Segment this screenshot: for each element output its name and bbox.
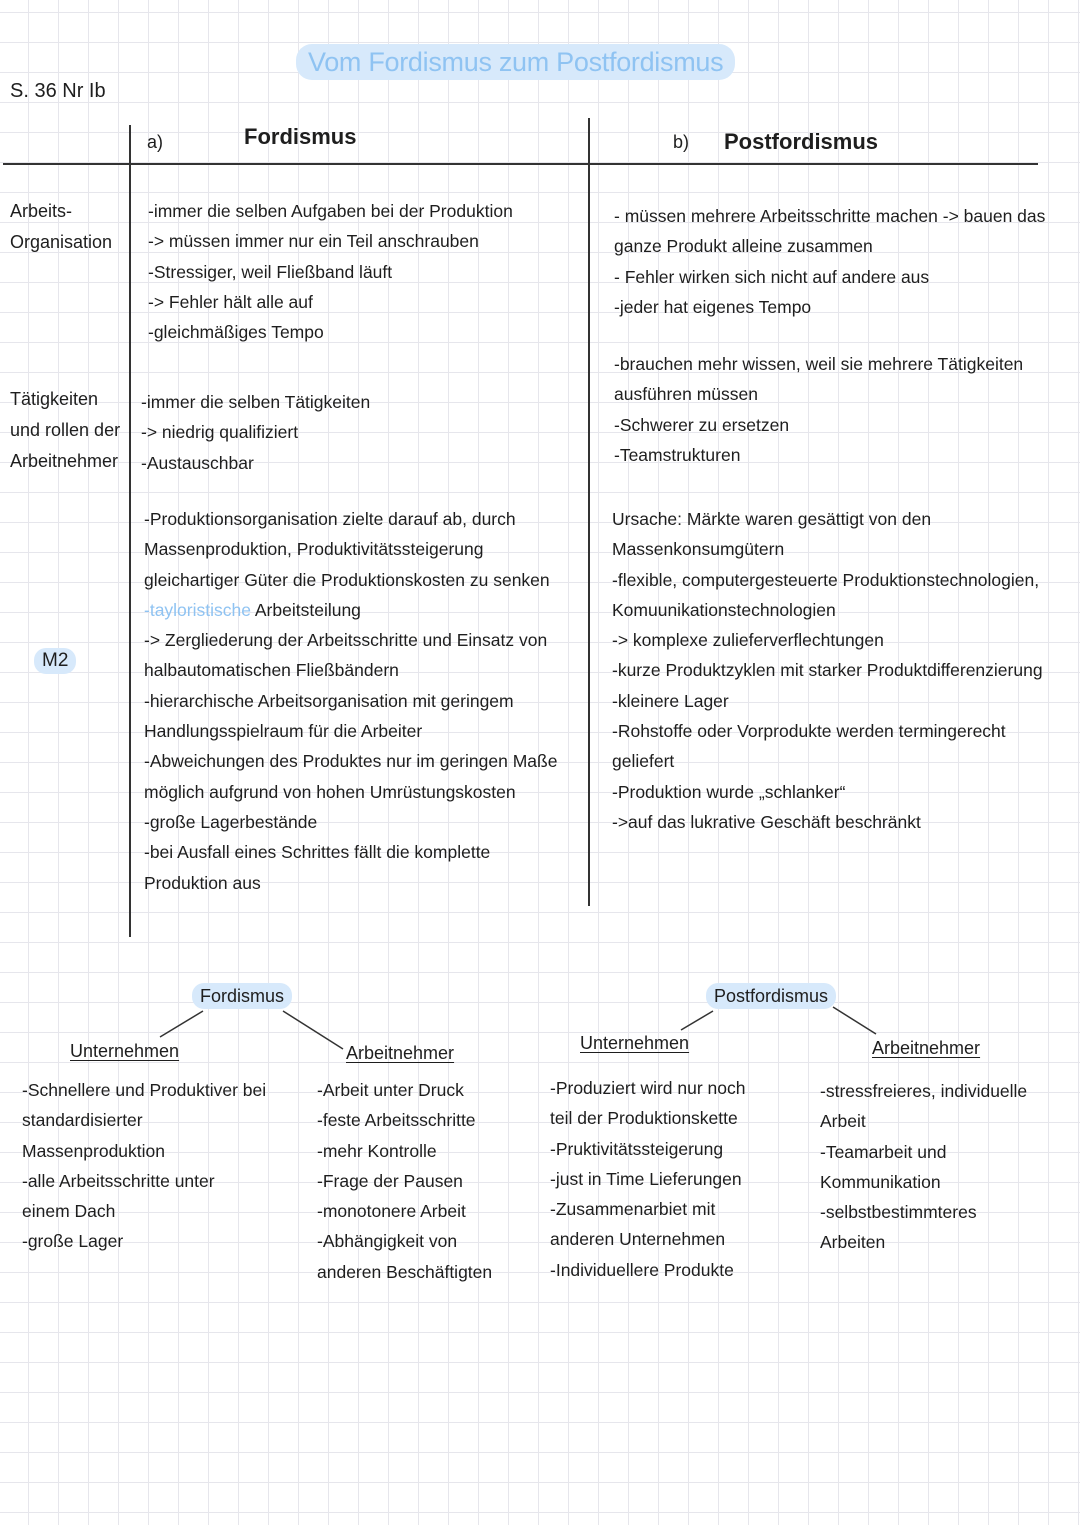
row-label-taetigkeiten: Tätigkeiten und rollen der Arbeitnehmer (10, 389, 121, 471)
tree-postfordismus-left-heading: Unternehmen (580, 1033, 690, 1053)
cell-postfordismus-taetigkeiten: -brauchen mehr wissen, weil sie mehrere Tätigkeiten ausführen müssen -Schwerer zu ersetzen -Teamstrukturen (614, 354, 1024, 465)
page-reference: S. 36 Nr Ib (10, 80, 106, 102)
tree-postfordismus-root: Postfordismus (706, 983, 836, 1009)
tree-fordismus-right-heading: Arbeitnehmer (346, 1043, 455, 1063)
tree-fordismus-left-heading: Unternehmen (70, 1041, 180, 1061)
m2-fordismus-text-2: -> Zergliederung der Arbeitsschritte und Einsatz von halbautomatischen Fließbändern -hierarchische Arbeitsorganisation mit geringem Handlungsspielraum für die Arbeiter -Abweichungen des Produktes nur im geringen Maße möglich aufgrund von hohen Umrüstungskosten -große Lagerbestände -bei Ausfall eines Schrittes fällt die komplette Produktion aus (144, 630, 558, 893)
tree-postfordismus-right-heading: Arbeitnehmer (872, 1038, 981, 1058)
tree-postfordismus-branch-left (681, 1011, 713, 1030)
tree-fordismus-left-items: -Schnellere und Produktiver bei standardisierter Massenproduktion -alle Arbeitsschritte unter einem Dach -große Lager (22, 1080, 267, 1252)
tree-fordismus-branch-right (283, 1011, 343, 1049)
tree-fordismus-root: Fordismus (192, 983, 292, 1009)
tree-postfordismus-right-items: -stressfreieres, individuelle Arbeit -Teamarbeit und Kommunikation -selbstbestimmteres Arbeiten (820, 1081, 1028, 1253)
tree-postfordismus-left-items: -Produziert wird nur noch teil der Produktionskette -Pruktivitätssteigerung -just in Time Lieferungen -Zusammenarbiet mit anderen Unternehmen -Individuellere Produkte (550, 1078, 746, 1280)
tree-fordismus-right-items: -Arbeit unter Druck -feste Arbeitsschritte -mehr Kontrolle -Frage der Pausen -monotonere Arbeit -Abhängigkeit von anderen Beschäftigten (317, 1080, 493, 1282)
col-a-marker: a) (147, 132, 164, 152)
cell-fordismus-arbeitsorganisation: -immer die selben Aufgaben bei der Produktion -> müssen immer nur ein Teil anschrauben -Stressiger, weil Fließband läuft -> Fehler hält alle auf -gleichmäßiges Tempo (148, 201, 513, 343)
m2-taylor-dash: - (144, 599, 150, 620)
tree-postfordismus-branch-right (833, 1007, 876, 1034)
col-b-heading: Postfordismus (724, 129, 879, 154)
col-b-marker: b) (673, 132, 690, 152)
m2-taylor-word: tayloristische (149, 599, 251, 620)
page-title: Vom Fordismus zum Postfordismus (296, 44, 735, 80)
cell-postfordismus-arbeitsorganisation: - müssen mehrere Arbeitsschritte machen -> bauen das ganze Produkt alleine zusammen - Fehler wirken sich nicht auf andere aus -jeder hat eigenes Tempo (614, 206, 1046, 317)
row-label-m2: M2 (34, 648, 76, 674)
m2-taylor-rest: Arbeitsteilung (250, 599, 361, 620)
cell-postfordismus-m2: Ursache: Märkte waren gesättigt von den Massenkonsumgütern -flexible, computergesteuerte Produktionstechnologien, Komuunikationstechnologien -> komplexe zulieferverflechtungen -kurze Produktzyklen mit starker Produktdifferenzierung -kleinere Lager -Rohstoffe oder Vorprodukte werden termingerecht geliefert -Produktion wurde „schlanker“ ->auf das lukrative Geschäft beschränkt (612, 509, 1043, 832)
tree-fordismus-branch-left (160, 1011, 203, 1037)
row-label-arbeitsorganisation: Arbeits- Organisation (10, 201, 113, 252)
m2-fordismus-text-1: -Produktionsorganisation zielte darauf ab, durch Massenproduktion, Produktivitätssteigerung gleichartiger Güter die Produktionskosten zu senken (144, 509, 550, 590)
cell-fordismus-taetigkeiten: -immer die selben Tätigkeiten -> niedrig qualifiziert -Austauschbar (141, 392, 371, 473)
col-a-heading: Fordismus (244, 124, 357, 149)
